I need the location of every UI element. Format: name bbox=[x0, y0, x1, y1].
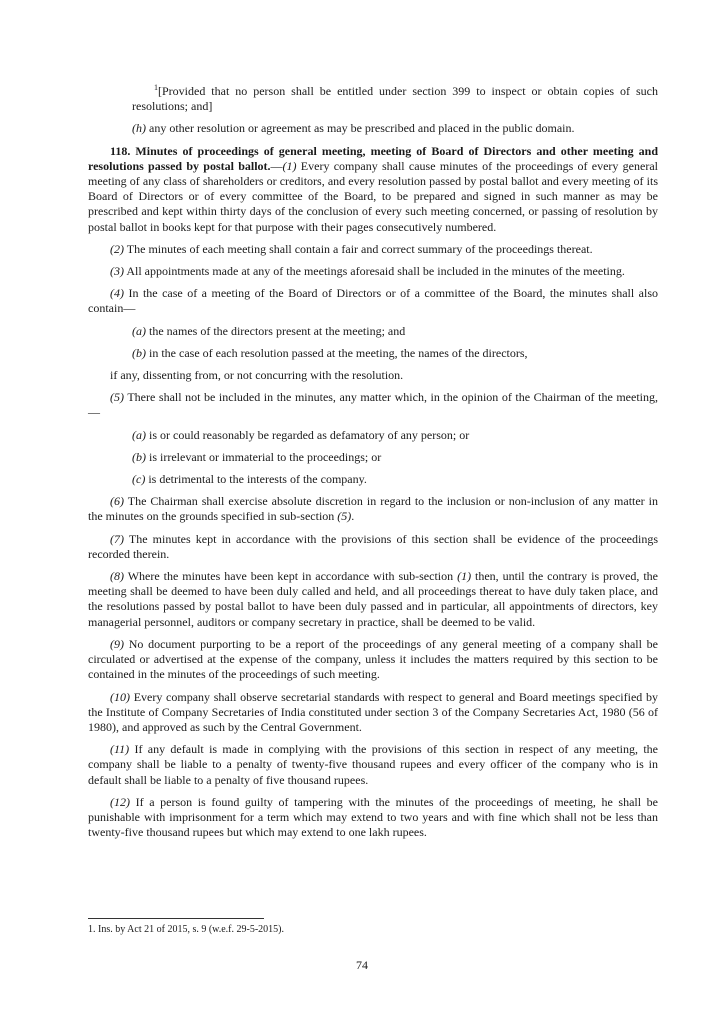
sub-4-clause-a bbox=[88, 324, 658, 339]
sub-4-a-text: the names of the directors present at the meeting; and bbox=[146, 323, 406, 338]
proviso-text: [Provided that no person shall be entitled under section 399 to inspect or obtain copies of such resolutions; and] bbox=[132, 84, 658, 114]
sub-6-number: (6) bbox=[110, 494, 124, 509]
sub-5-c-label: (c) bbox=[132, 472, 146, 487]
footnote-divider bbox=[88, 918, 264, 919]
sub-6 bbox=[88, 494, 658, 524]
sub-1-number: (1) bbox=[282, 158, 297, 173]
sub-5-clause-b bbox=[88, 450, 658, 465]
sub-8-ref: (1) bbox=[457, 569, 472, 584]
sub-8-number: (8) bbox=[110, 569, 124, 584]
clause-h bbox=[88, 121, 658, 136]
sub-5-b-label: (b) bbox=[132, 449, 146, 464]
sub-7-number: (7) bbox=[110, 531, 124, 546]
sub-3-text: All appointments made at any of the meetings aforesaid shall be included in the minutes of the meeting. bbox=[124, 264, 625, 279]
sub-6-text-b: . bbox=[351, 509, 355, 524]
sub-4-b-text: in the case of each resolution passed at the meeting, the names of the directors, bbox=[146, 345, 528, 360]
sub-5-number: (5) bbox=[110, 390, 124, 405]
sub-10-number: (10) bbox=[110, 689, 130, 704]
page-number: 74 bbox=[356, 958, 368, 972]
clause-h-label: (h) bbox=[132, 121, 146, 136]
sub-4 bbox=[88, 286, 658, 316]
sub-1-text: Every company shall cause minutes of the proceedings of every general meeting of any class of shareholders or creditors, and every resolution passed by postal ballot and every meeting of its Board of Directors or of every committee of the Board, to be prepared and signed in such manner as may be prescribed and kept within thirty days of the conclusion of every such meeting concerned, or passing of resolution by postal ballot in books kept for that purpose with their pages consecutively numbered. bbox=[88, 158, 658, 234]
sub-7-text: The minutes kept in accordance with the provisions of this section shall be evidence of the proceedings recorded therein. bbox=[88, 531, 658, 561]
sub-6-text-a: The Chairman shall exercise absolute discretion in regard to the inclusion or non-inclusion of any matter in the minutes on the grounds specified in sub-section bbox=[88, 494, 658, 524]
sub-4-a-label: (a) bbox=[132, 323, 146, 338]
sub-10 bbox=[88, 690, 658, 736]
sub-8-text-b: then, until the contrary is proved, the meeting shall be deemed to have been duly called and held, and all proceedings thereat to have duly taken place, and the resolutions passed by postal ballot to have been duly passed and in particular, all appointments of directors, key managerial personnel, auditors or company secretary in practice, shall be deemed to be valid. bbox=[88, 569, 658, 629]
footnote: 1. Ins. by Act 21 of 2015, s. 9 (w.e.f. 29-5-2015). bbox=[88, 924, 284, 935]
sub-9-number: (9) bbox=[110, 636, 124, 651]
footnote-marker: 1 bbox=[154, 83, 158, 92]
sub-12 bbox=[88, 795, 658, 841]
sub-11-text: If any default is made in complying with the provisions of this section in respect of any meeting, the company shall be liable to a penalty of twenty-five thousand rupees and every officer of the company who is in default shall be liable to a penalty of five thousand rupees. bbox=[88, 742, 658, 787]
sub-5-clause-c bbox=[88, 472, 658, 487]
clause-h-text: any other resolution or agreement as may be prescribed and placed in the public domain. bbox=[146, 121, 575, 136]
sub-4-number: (4) bbox=[110, 286, 124, 301]
sub-8 bbox=[88, 569, 658, 630]
sub-10-text: Every company shall observe secretarial standards with respect to general and Board meetings specified by the Institute of Company Secretaries of India constituted under section 3 of the Company Secretaries Act, 1980 (56 of 1980), and approved as such by the Central Government. bbox=[88, 689, 658, 734]
sub-11-number: (11) bbox=[110, 742, 130, 757]
section-118-dash: — bbox=[270, 158, 283, 173]
sub-4-clause-b bbox=[88, 346, 658, 361]
sub-4-b-label: (b) bbox=[132, 345, 146, 360]
sub-5-a-label: (a) bbox=[132, 427, 146, 442]
sub-2 bbox=[88, 242, 658, 257]
sub-5-text: There shall not be included in the minutes, any matter which, in the opinion of the Chairman of the meeting,— bbox=[88, 390, 658, 420]
sub-5-c-text: is detrimental to the interests of the company. bbox=[145, 472, 367, 487]
document-body bbox=[88, 84, 658, 847]
sub-11 bbox=[88, 742, 658, 788]
section-118-heading: 118. Minutes of proceedings of general meeting, meeting of Board of Directors and other meeting and resolutions passed by postal ballot. bbox=[88, 143, 658, 173]
sub-8-text-a: Where the minutes have been kept in accordance with sub-section bbox=[124, 569, 458, 584]
sub-3 bbox=[88, 264, 658, 279]
sub-12-number: (12) bbox=[110, 794, 130, 809]
sub-2-number: (2) bbox=[110, 241, 124, 256]
section-118 bbox=[88, 144, 658, 235]
sub-6-ref: (5) bbox=[337, 509, 352, 524]
sub-9 bbox=[88, 637, 658, 683]
sub-12-text: If a person is found guilty of tampering with the minutes of the proceedings of meeting, he shall be punishable with imprisonment for a term which may extend to two years and with fine which shall not be less than twenty-five thousand rupees but which may extend to one lakh rupees. bbox=[88, 794, 658, 840]
sub-5-a-text: is or could reasonably be regarded as defamatory of any person; or bbox=[146, 427, 470, 442]
sub-2-text: The minutes of each meeting shall contain a fair and correct summary of the proceedings thereat. bbox=[124, 241, 593, 256]
sub-4-text: In the case of a meeting of the Board of Directors or of a committee of the Board, the minutes shall also contain— bbox=[88, 286, 658, 316]
sub-5-b-text: is irrelevant or immaterial to the proceedings; or bbox=[146, 449, 382, 464]
sub-5 bbox=[88, 390, 658, 420]
proviso-paragraph bbox=[88, 84, 658, 114]
sub-4-tail bbox=[88, 368, 658, 383]
sub-9-text: No document purporting to be a report of the proceedings of any general meeting of a company shall be circulated or advertised at the expense of the company, unless it includes the matters required by this section to be contained in the minutes of the proceedings of such meeting. bbox=[88, 636, 658, 682]
sub-4-tail-text: if any, dissenting from, or not concurring with the resolution. bbox=[110, 368, 404, 383]
sub-5-clause-a bbox=[88, 428, 658, 443]
sub-7 bbox=[88, 532, 658, 562]
sub-3-number: (3) bbox=[110, 264, 124, 279]
